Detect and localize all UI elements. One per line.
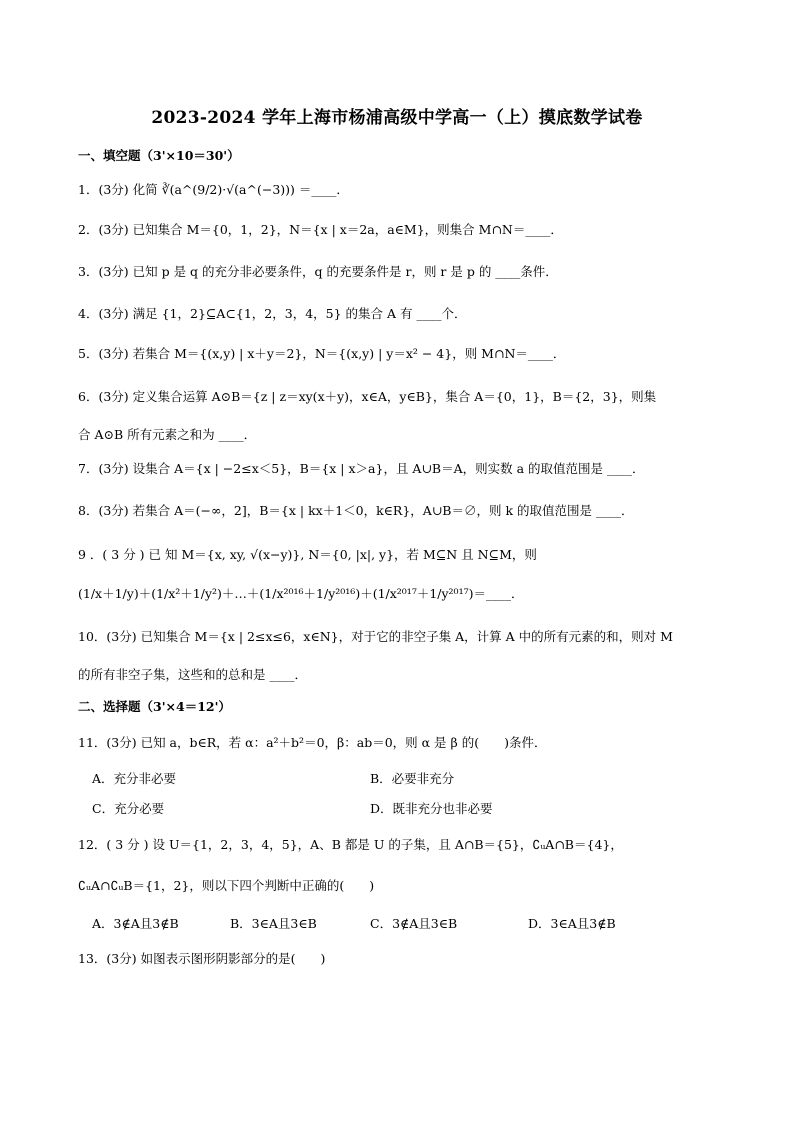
q11-option-a[interactable]: A．充分非必要 <box>92 771 177 786</box>
question-13: 13．(3分) 如图表示图形阴影部分的是( ) <box>78 951 326 966</box>
question-7: 7．(3分) 设集合 A＝{x | −2≤x＜5}，B＝{x | x＞a}，且 A∪B＝A，则实数 a 的取值范围是 ____． <box>78 461 645 476</box>
question-9-line2: (1/x＋1/y)＋(1/x²＋1/y²)＋…＋(1/x²⁰¹⁶＋1/y²⁰¹⁶)＋(1/x²⁰¹⁷＋1/y²⁰¹⁷)＝____． <box>78 586 524 601</box>
question-11: 11．(3分) 已知 a，b∈R，若 α：a²＋b²＝0，β：ab＝0，则 α 是 β 的( )条件． <box>78 735 547 750</box>
q11-option-d[interactable]: D．既非充分也非必要 <box>370 801 493 816</box>
q12-option-b[interactable]: B．3∈A且3∈B <box>230 916 317 931</box>
question-2: 2．(3分) 已知集合 M＝{0，1，2}，N＝{x | x＝2a，a∈M}，则集合 M∩N＝____． <box>78 222 563 237</box>
question-8: 8．(3分) 若集合 A＝(−∞，2]，B＝{x | kx＋1＜0，k∈R}，A∪B＝∅，则 k 的取值范围是 ____． <box>78 503 634 518</box>
question-5: 5．(3分) 若集合 M＝{(x,y) | x＋y＝2}，N＝{(x,y) | y＝x² − 4}，则 M∩N＝____． <box>78 346 566 361</box>
question-12-line1: 12．( 3 分 ) 设 U＝{1，2，3，4，5}，A、B 都是 U 的子集，且 A∩B＝{5}，∁ᵤA∩B＝{4}， <box>78 837 623 852</box>
q11-option-c[interactable]: C．充分必要 <box>92 801 165 816</box>
question-4: 4．(3分) 满足 {1，2}⊆A⊂{1，2，3，4，5} 的集合 A 有 ____个． <box>78 306 467 321</box>
q12-option-d[interactable]: D．3∈A且3∉B <box>528 916 616 931</box>
q11-option-b[interactable]: B．必要非充分 <box>370 771 455 786</box>
section-fill-in: 一、填空题（3'×10＝30'） <box>78 148 240 163</box>
section-choice: 二、选择题（3'×4＝12'） <box>78 699 231 714</box>
q12-option-a[interactable]: A．3∉A且3∉B <box>92 916 179 931</box>
question-10-line1: 10．(3分) 已知集合 M＝{x | 2≤x≤6，x∈N}，对于它的非空子集 A，计算 A 中的所有元素的和，则对 M <box>78 629 673 644</box>
page-title: 2023-2024 学年上海市杨浦高级中学高一（上）摸底数学试卷 <box>151 108 643 128</box>
question-6-line1: 6．(3分) 定义集合运算 A⊙B＝{z | z＝xy(x＋y)，x∈A，y∈B}，集合 A＝{0，1}，B＝{2，3}，则集 <box>78 389 657 404</box>
question-9-line1: 9 ．( 3 分 ) 已 知 M＝{x, xy, √(x−y)}, N＝{0, |x|, y}，若 M⊆N 且 N⊆M，则 <box>78 547 537 562</box>
question-6-line2: 合 A⊙B 所有元素之和为 ____． <box>78 427 257 442</box>
question-3: 3．(3分) 已知 p 是 q 的充分非必要条件，q 的充要条件是 r，则 r 是 p 的 ____条件． <box>78 264 558 279</box>
question-10-line2: 的所有非空子集，这些和的总和是 ____． <box>78 667 307 682</box>
question-12-line2: ∁ᵤA∩∁ᵤB＝{1，2}，则以下四个判断中正确的( ) <box>78 878 375 893</box>
question-1: 1．(3分) 化简 ∛(a^(9/2)·√(a^(−3))) ＝____． <box>78 182 349 197</box>
q12-option-c[interactable]: C．3∉A且3∈B <box>370 916 458 931</box>
